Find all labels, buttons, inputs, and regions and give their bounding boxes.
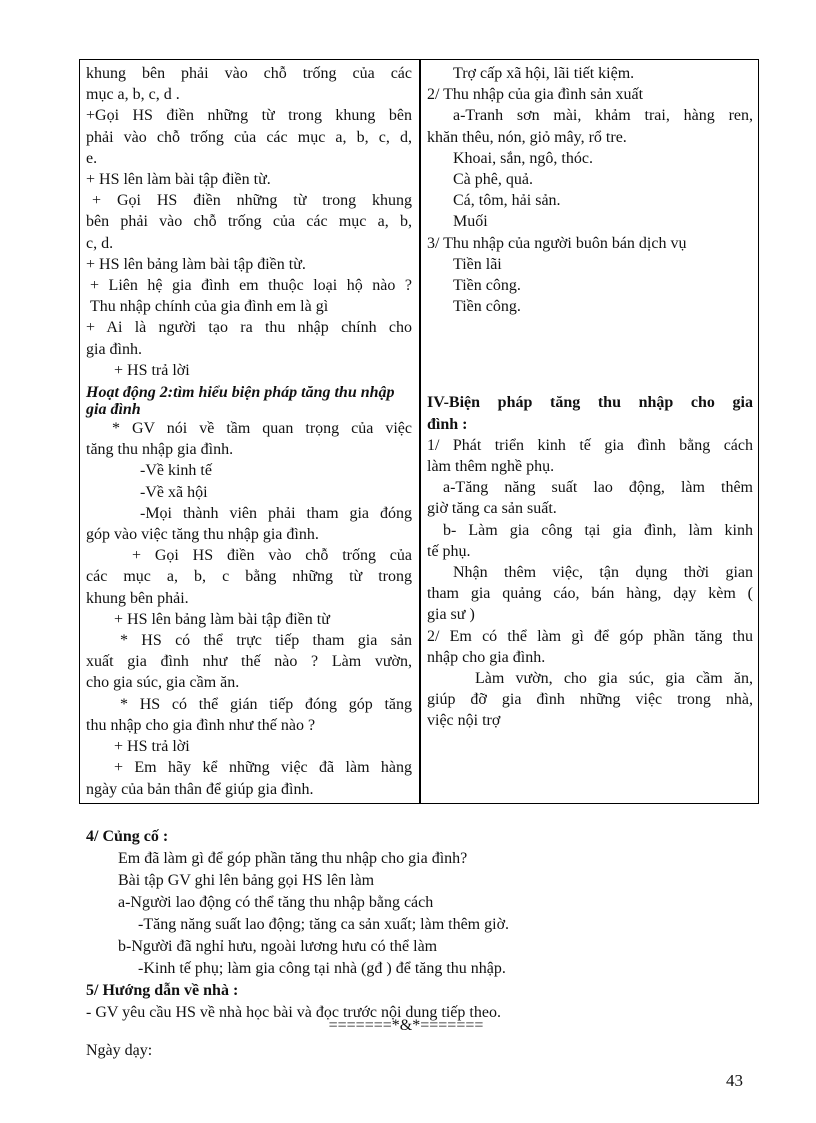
spacer xyxy=(427,317,753,392)
left-line: + HS trả lời xyxy=(114,361,190,379)
right-line: giờ tăng ca sản suất. xyxy=(427,500,557,518)
left-line: e. xyxy=(86,149,98,167)
left-line: + Liên hệ gia đình em thuộc loại hộ nào ? xyxy=(90,277,412,295)
column-divider xyxy=(419,60,421,803)
left-line: các mục a, b, c bằng những từ trong xyxy=(86,568,412,586)
left-line: phải vào chỗ trống của các mục a, b, c, d, xyxy=(86,128,412,146)
left-line: xuất gia đình như thế nào ? Làm vườn, xyxy=(86,653,412,671)
right-line: b- Làm gia công tại gia đình, làm kinh xyxy=(443,521,753,539)
footer-line: b-Người đã nghỉ hưu, ngoài lương hưu có thể làm xyxy=(118,938,438,955)
teaching-date-label: Ngày dạy: xyxy=(86,1042,153,1059)
lesson-table xyxy=(79,59,759,804)
right-line: 1/ Phát triển kinh tế gia đình bằng cách xyxy=(427,436,753,454)
right-line: gia sư ) xyxy=(427,606,475,624)
left-line: tăng thu nhập gia đình. xyxy=(86,441,234,459)
left-column xyxy=(86,63,412,800)
left-line: + HS lên bảng làm bài tập điền từ. xyxy=(86,255,306,273)
left-line: khung bên phải. xyxy=(86,589,189,607)
footer-line: -Kinh tế phụ; làm gia công tại nhà (gđ ) để tăng thu nhập. xyxy=(138,960,506,977)
left-line: * HS có thể gián tiếp đóng góp tăng xyxy=(120,695,412,713)
left-line: + HS lên làm bài tập điền từ. xyxy=(86,171,271,189)
left-line: ngày của bản thân để giúp gia đình. xyxy=(86,780,314,798)
left-line: Thu nhập chính của gia đình em là gì xyxy=(90,298,329,316)
right-line: tham gia quảng cáo, bán hàng, dạy kèm ( xyxy=(427,585,753,603)
right-line: 3/ Thu nhập của người buôn bán dịch vụ xyxy=(427,234,687,252)
right-line: 2/ Thu nhập của gia đình sản xuất xyxy=(427,86,644,104)
footer-line: a-Người lao động có thể tăng thu nhập bằng cách xyxy=(118,894,434,911)
footer-line: Em đã làm gì để góp phần tăng thu nhập cho gia đình? xyxy=(118,850,468,867)
right-line: Tiền công. xyxy=(453,277,521,295)
right-line: tế phụ. xyxy=(427,542,471,560)
left-line: gia đình. xyxy=(86,340,142,358)
right-line: Tiền công. xyxy=(453,298,521,316)
right-line: Cà phê, quả. xyxy=(453,171,533,189)
lesson-footer xyxy=(86,826,766,1062)
left-line: -Về xã hội xyxy=(140,483,208,501)
left-line: * HS có thể trực tiếp tham gia sản xyxy=(120,632,412,650)
right-line: 2/ Em có thể làm gì để góp phần tăng thu xyxy=(427,627,753,645)
right-line: việc nội trợ xyxy=(427,712,501,730)
left-line: mục a, b, c, d . xyxy=(86,86,180,104)
right-line: a-Tăng năng suất lao động, làm thêm xyxy=(443,479,753,497)
right-line: Tiền lãi xyxy=(453,255,502,273)
right-line: khăn thêu, nón, giỏ mây, rổ tre. xyxy=(427,128,627,146)
right-line: a-Tranh sơn mài, khảm trai, hàng ren, xyxy=(453,107,753,125)
right-line: nhập cho gia đình. xyxy=(427,648,546,666)
page-number: 43 xyxy=(726,1071,743,1090)
right-column xyxy=(427,63,753,732)
footer-line: Bài tập GV ghi lên bảng gọi HS lên làm xyxy=(118,872,375,889)
activity-2-heading: Hoạt động 2:tìm hiểu biện pháp tăng thu nhập gia đình xyxy=(86,384,395,419)
left-line: * GV nói về tầm quan trọng của việc xyxy=(112,420,412,438)
separator: =======*&*======= xyxy=(328,1017,484,1034)
left-line: cho gia súc, gia cầm ăn. xyxy=(86,674,240,692)
left-line: c, d. xyxy=(86,234,114,252)
left-line: khung bên phải vào chỗ trống của các xyxy=(86,65,412,82)
right-line: Cá, tôm, hải sản. xyxy=(453,192,561,210)
left-line: góp vào việc tăng thu nhập gia đình. xyxy=(86,526,319,544)
right-line: Trợ cấp xã hội, lãi tiết kiệm. xyxy=(453,65,635,82)
left-line: + HS lên bảng làm bài tập điền từ xyxy=(114,610,330,628)
left-line: thu nhập cho gia đình như thế nào ? xyxy=(86,716,316,734)
right-line: làm thêm nghề phụ. xyxy=(427,458,555,476)
left-line: -Mọi thành viên phải tham gia đóng xyxy=(140,504,412,522)
right-line: Nhận thêm việc, tận dụng thời gian xyxy=(453,564,753,582)
right-line: Muối xyxy=(453,213,488,231)
left-line: +Gọi HS điền những từ trong khung bên xyxy=(86,107,412,125)
footer-line: -Tăng năng suất lao động; tăng ca sản xuất; làm thêm giờ. xyxy=(138,916,510,933)
left-line: + Gọi HS điền những từ trong khung xyxy=(92,192,412,210)
section-4-heading: 4/ Củng cố : xyxy=(86,828,169,845)
left-line: + Ai là người tạo ra thu nhập chính cho xyxy=(86,319,412,337)
left-line: bên phải vào chỗ trống của các mục a, b, xyxy=(86,213,412,231)
left-line: -Về kinh tế xyxy=(140,462,212,480)
section-5-heading: 5/ Hướng dẫn về nhà : xyxy=(86,982,239,999)
left-line: + Em hãy kể những việc đã làm hàng xyxy=(114,759,412,777)
section-iv-heading-cont: đình : xyxy=(427,415,468,433)
right-line: Làm vườn, cho gia súc, gia cầm ăn, xyxy=(475,670,753,688)
left-line: + HS trả lời xyxy=(114,738,190,756)
right-line: giúp đỡ gia đình những việc trong nhà, xyxy=(427,691,753,709)
section-iv-heading: IV-Biện pháp tăng thu nhập cho gia xyxy=(427,394,753,412)
left-line: + Gọi HS điền vào chỗ trống của xyxy=(132,547,412,565)
footer-line: - GV yêu cầu HS về nhà học bài và đọc trước nội dung tiếp theo. xyxy=(86,1004,501,1021)
right-line: Khoai, sắn, ngô, thóc. xyxy=(453,149,593,167)
